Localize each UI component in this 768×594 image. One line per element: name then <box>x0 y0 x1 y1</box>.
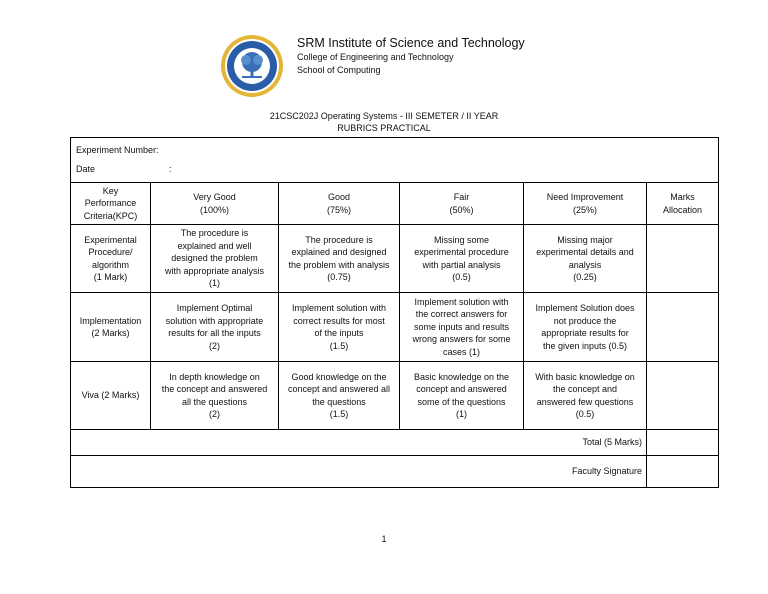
total-marks-cell[interactable] <box>647 430 719 456</box>
marks-cell[interactable] <box>647 225 719 293</box>
institute-header <box>297 36 525 77</box>
marks-cell[interactable] <box>647 362 719 430</box>
need-improvement-cell: Missing major experimental details and analysis (0.25) <box>524 225 647 293</box>
very-good-cell: The procedure is explained and well designed the problem with appropriate analysis (1) <box>151 225 279 293</box>
signature-cell[interactable] <box>647 456 719 488</box>
meta-row <box>71 138 719 183</box>
table-row <box>71 362 719 430</box>
header-very-good: Very Good (100%) <box>151 183 279 225</box>
school-name: School of Computing <box>297 65 381 75</box>
kpc-cell: Experimental Procedure/ algorithm (1 Mark) <box>71 225 151 293</box>
document-title: RUBRICS PRACTICAL <box>337 123 431 133</box>
page-number: 1 <box>381 534 387 544</box>
institute-name: SRM Institute of Science and Technology <box>297 36 525 50</box>
header-fair: Fair (50%) <box>400 183 524 225</box>
total-row <box>71 430 719 456</box>
marks-cell[interactable] <box>647 293 719 362</box>
need-improvement-cell: With basic knowledge on the concept and answered few questions (0.5) <box>524 362 647 430</box>
very-good-cell: In depth knowledge on the concept and answered all the questions (2) <box>151 362 279 430</box>
table-row <box>71 225 719 293</box>
table-row <box>71 293 719 362</box>
institute-logo <box>220 34 284 98</box>
kpc-cell: Implementation (2 Marks) <box>71 293 151 362</box>
fair-cell: Missing some experimental procedure with partial analysis (0.5) <box>400 225 524 293</box>
header-row <box>71 183 719 225</box>
kpc-cell: Viva (2 Marks) <box>71 362 151 430</box>
signature-row <box>71 456 719 488</box>
date-colon: : <box>169 164 172 174</box>
date-line <box>76 160 713 179</box>
experiment-number-label: Experiment Number: <box>76 145 159 155</box>
course-heading <box>0 110 768 134</box>
srm-seal-icon <box>220 34 284 98</box>
meta-cell <box>71 138 719 183</box>
header-good: Good (75%) <box>279 183 400 225</box>
good-cell: Good knowledge on the concept and answered all the questions (1.5) <box>279 362 400 430</box>
fair-cell: Implement solution with the correct answers for some inputs and results wrong answers for some cases (1) <box>400 293 524 362</box>
header-kpc: Key Performance Criteria(KPC) <box>71 183 151 225</box>
course-title: 21CSC202J Operating Systems - III SEMETER / II YEAR <box>269 111 499 121</box>
rubric-table <box>70 137 719 488</box>
good-cell: The procedure is explained and designed the problem with analysis (0.75) <box>279 225 400 293</box>
header-need-improvement: Need Improvement (25%) <box>524 183 647 225</box>
header-marks-allocation: Marks Allocation <box>647 183 719 225</box>
college-name: College of Engineering and Technology <box>297 52 454 62</box>
need-improvement-cell: Implement Solution does not produce the appropriate results for the given inputs (0.5) <box>524 293 647 362</box>
very-good-cell: Implement Optimal solution with appropriate results for all the inputs (2) <box>151 293 279 362</box>
signature-label: Faculty Signature <box>71 456 647 488</box>
total-label: Total (5 Marks) <box>71 430 647 456</box>
date-label: Date <box>76 164 96 174</box>
good-cell: Implement solution with correct results for most of the inputs (1.5) <box>279 293 400 362</box>
fair-cell: Basic knowledge on the concept and answered some of the questions (1) <box>400 362 524 430</box>
